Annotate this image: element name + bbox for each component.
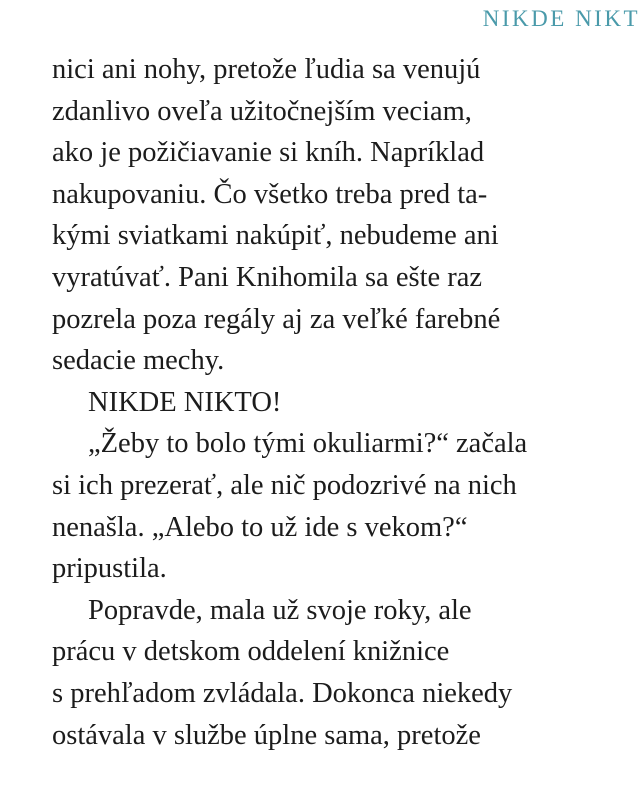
running-head: NIKDE NIKT [482, 6, 640, 31]
text-line: NIKDE NIKTO! [88, 386, 282, 418]
text-line: „Žeby to bolo tými okuliarmi?“ začala [88, 428, 528, 460]
text-line: prácu v detskom oddelení knižnice [52, 636, 450, 668]
text-line: vyratúvať. Pani Knihomila sa ešte raz [52, 261, 483, 293]
text-line: zdanlivo oveľa užitočnejším veciam, [52, 95, 472, 127]
text-line: sedacie mechy. [52, 345, 225, 377]
text-line: nenašla. „Alebo to už ide s vekom?“ [52, 511, 468, 543]
text-line: nici ani nohy, pretože ľudia sa venujú [52, 54, 481, 85]
text-line: pripustila. [52, 553, 167, 585]
text-line: s prehľadom zvládala. Dokonca niekedy [52, 677, 513, 709]
text-line: si ich prezerať, ale nič podozrivé na nich [52, 469, 517, 501]
text-line: ostávala v službe úplne sama, pretože [52, 719, 481, 751]
text-line: Popravde, mala už svoje roky, ale [88, 594, 472, 626]
text-line: kými sviatkami nakúpiť, nebudeme ani [52, 220, 499, 252]
body-text [52, 49, 632, 756]
text-line: nakupovaniu. Čo všetko treba pred ta- [52, 178, 488, 210]
text-line: ako je požičiavanie si kníh. Napríklad [52, 137, 485, 169]
text-line: pozrela poza regály aj za veľké farebné [52, 303, 501, 335]
